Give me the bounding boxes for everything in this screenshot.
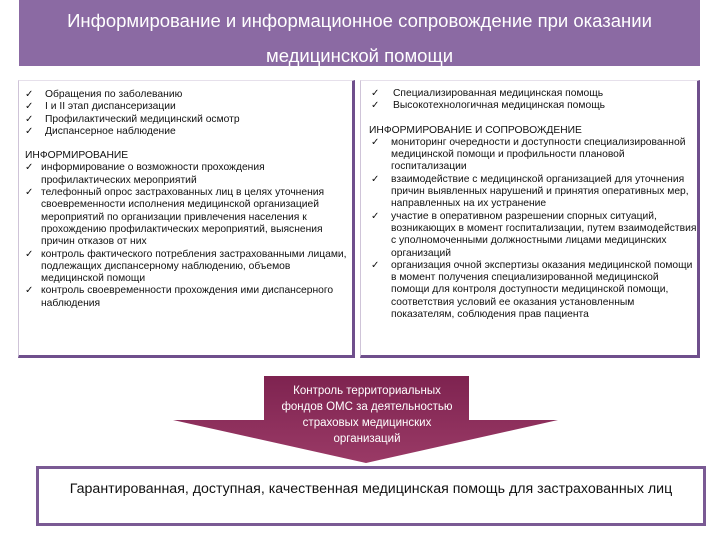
list-item: ✓ участие в оперативном разрешении спорных ситуаций, возникающих в момент госпитализации, путем взаимодействия с уполномоченными должностными лицами медицинских организаций bbox=[371, 210, 697, 259]
right-heading: ИНФОРМИРОВАНИЕ И СОПРОВОЖДЕНИЕ bbox=[369, 124, 582, 136]
outcome-box: Гарантированная, доступная, качественная медицинская помощь для застрахованных лиц bbox=[36, 466, 706, 526]
list-item: ✓ I и II этап диспансеризации bbox=[25, 101, 176, 113]
check-icon: ✓ bbox=[371, 259, 380, 271]
check-icon: ✓ bbox=[25, 248, 34, 260]
list-item: ✓ Высокотехнологичная медицинская помощь bbox=[371, 100, 606, 112]
list-item: ✓ информирование о возможности прохождения профилактических мероприятий bbox=[25, 162, 265, 186]
list-item: ✓ Профилактический медицинский осмотр bbox=[25, 113, 240, 125]
check-icon: ✓ bbox=[25, 101, 34, 113]
control-label: Контроль территориальных фондов ОМС за деятельностью страховых медицинских организаций bbox=[281, 385, 453, 445]
list-item: ✓ взаимодействие с медицинской организацией для уточнения причин выявленных нарушений и принятия оперативных мер, направленных на их устранение bbox=[371, 173, 689, 210]
check-icon: ✓ bbox=[371, 136, 380, 148]
check-icon: ✓ bbox=[25, 113, 34, 125]
check-icon: ✓ bbox=[371, 210, 380, 222]
list-item: ✓ контроль фактического потребления застрахованными лицами, подлежащих диспансерному наблюдению, объемов медицинской помощи bbox=[25, 248, 347, 285]
check-icon: ✓ bbox=[25, 125, 34, 137]
check-icon: ✓ bbox=[25, 187, 34, 199]
check-icon: ✓ bbox=[25, 162, 34, 174]
check-icon: ✓ bbox=[371, 88, 380, 99]
left-heading: ИНФОРМИРОВАНИЕ bbox=[25, 150, 129, 162]
list-item: ✓ Диспансерное наблюдение bbox=[25, 125, 176, 137]
title-line-2: медицинской помощи bbox=[265, 45, 454, 66]
list-item: ✓ телефонный опрос застрахованных лиц в целях уточнения своевременности исполнения медицинской организацией мероприятий по организации привлечения населения к прохождению профилактических мероприятий, выяснения причин отказов от них bbox=[25, 187, 325, 248]
check-icon: ✓ bbox=[25, 89, 34, 100]
check-icon: ✓ bbox=[371, 100, 380, 112]
title-line-1: Информирование и информационное сопровождение при оказании bbox=[67, 10, 652, 31]
check-icon: ✓ bbox=[371, 173, 380, 185]
check-icon: ✓ bbox=[25, 285, 34, 297]
list-item: ✓ контроль своевременности прохождения ими диспансерного наблюдения bbox=[25, 285, 334, 309]
list-item: ✓ организация очной экспертизы оказания медицинской помощи в момент получения специализированной медицинской помощи для контроля доступности медицинской помощи, соответствия условий ее оказания установленным показателям, соблюдения прав пациента bbox=[371, 259, 693, 321]
list-item: ✓ мониторинг очередности и доступности специализированной медицинской помощи и профильности плановой госпитализации bbox=[371, 136, 686, 173]
list-item: ✓ Обращения по заболеванию bbox=[25, 89, 183, 100]
list-item: ✓ Специализированная медицинская помощь bbox=[371, 88, 604, 99]
